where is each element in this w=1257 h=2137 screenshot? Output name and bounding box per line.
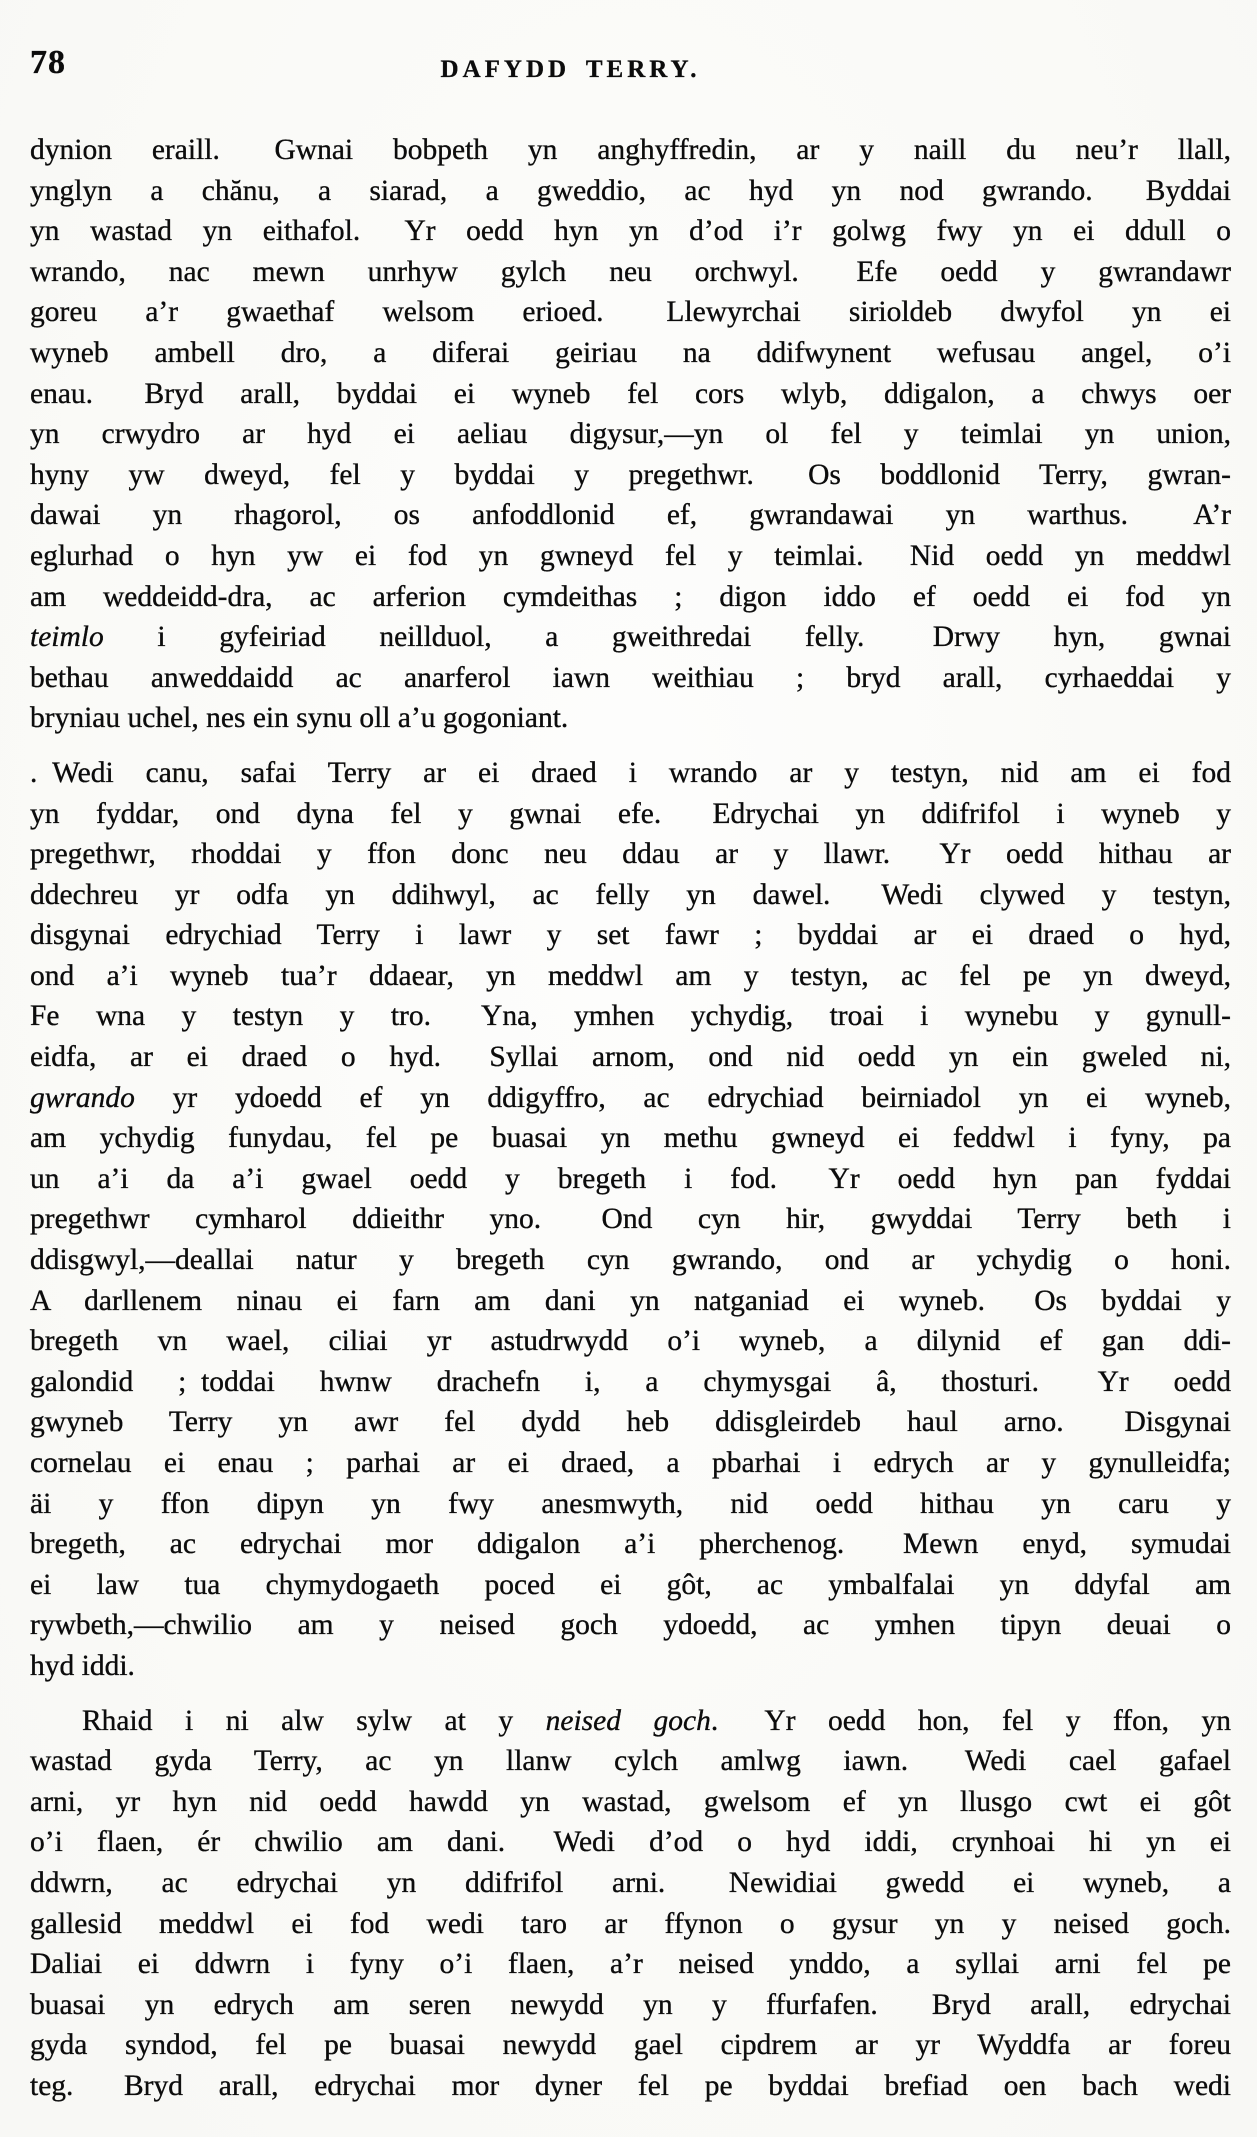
text-segment: buasai yn edrych am seren newydd yn y ffurfafen. Bryd arall, edrychai [30,1988,1231,2021]
text-segment: bethau anweddaidd ac anarferol iawn weithiau ; bryd arall, cyrhaeddai y [30,661,1231,694]
text-line [30,1281,1231,1322]
text-segment: Fe wna y testyn y tro. Yna, ymhen ychydig, troai i wynebu y gynull- [30,1000,1231,1033]
text-line [30,834,1231,875]
text-line [30,753,1231,794]
text-segment: äi y ffon dipyn yn fwy anesmwyth, nid oedd hithau yn caru y [30,1487,1231,1520]
text-segment: . Wedi canu, safai Terry ar ei draed i wrando ar y testyn, nid am ei fod [30,756,1231,789]
text-segment: yn crwydro ar hyd ei aeliau digysur,—yn ol fel y teimlai yn union, [30,418,1231,451]
text-segment: Daliai ei ddwrn i fyny o’i flaen, a’r neised ynddo, a syllai arni fel pe [30,1948,1231,1981]
text-line [30,1822,1231,1863]
text-segment: ddechreu yr odfa yn ddihwyl, ac felly yn dawel. Wedi clywed y testyn, [30,878,1231,911]
text-segment: ond a’i wyneb tua’r ddaear, yn meddwl am y testyn, ac fel pe yn dweyd, [30,959,1231,992]
text-line [30,211,1231,252]
text-segment: cornelau ei enau ; parhai ar ei draed, a pbarhai i edrych ar y gynulleidfa; [30,1447,1231,1479]
text-segment: arni, yr hyn nid oedd hawdd yn wastad, gwelsom ef yn llusgo cwt ei gôt [30,1785,1231,1818]
page-header [0,0,1257,100]
text-segment: hyny yw dweyd, fel y byddai y pregethwr. Os boddlonid Terry, gwran- [30,458,1231,491]
text-segment: ddwrn, ac edrychai yn ddifrifol arni. Newidiai gwedd ei wyneb, a [30,1866,1231,1899]
page-number: 78 [30,44,66,81]
text-segment: rywbeth,—chwilio am y neised goch ydoedd, ac ymhen tipyn deuai o [30,1609,1231,1642]
text-segment: dawai yn rhagorol, os anfoddlonid ef, gwrandawai yn warthus. A’r [30,499,1231,532]
text-line [30,1565,1231,1606]
text-line [30,1904,1231,1945]
text-line [30,2025,1231,2066]
text-segment: ynglyn a chănu, a siarad, a gweddio, ac hyd yn nod gwrando. Byddai [30,174,1231,207]
text-line [30,1321,1231,1362]
text-line [30,1524,1231,1565]
text-line [30,1701,1231,1742]
paragraph [30,753,1231,1687]
text-segment: bregeth, ac edrychai mor ddigalon a’i pherchenog. Mewn enyd, symudai [30,1528,1231,1561]
text-segment: o’i flaen, ér chwilio am dani. Wedi d’od o hyd iddi, crynhoai hi yn ei [30,1826,1231,1859]
text-line [30,1362,1231,1403]
text-segment: bregeth vn wael, ciliai yr astudrwydd o’i wyneb, a dilynid ef gan ddi- [30,1325,1231,1358]
text-line [30,1159,1231,1200]
running-title: DAFYDD TERRY. [440,56,701,83]
italic-text: gwrando [30,1081,135,1114]
italic-text: neised goch [545,1704,711,1737]
text-line [30,1118,1231,1159]
text-segment: un a’i da a’i gwael oedd y bregeth i fod. Yr oedd hyn pan fyddai [30,1162,1231,1195]
text-line [30,915,1231,956]
paragraph [30,1701,1231,2107]
text-segment: gallesid meddwl ei fod wedi taro ar ffynon o gysur yn y neised goch. [30,1907,1231,1940]
text-line [30,171,1231,212]
text-segment: eidfa, ar ei draed o hyd. Syllai arnom, ond nid oedd yn ein gweled ni, [30,1041,1231,1074]
text-segment: bryniau uchel, nes ein synu oll a’u gogoniant. [30,702,569,735]
text-line [30,1944,1231,1985]
text-segment: yr ydoedd ef yn ddigyffro, ac edrychiad beirniadol yn ei wyneb, [134,1081,1231,1114]
text-line [30,1605,1231,1646]
text-line [30,1484,1231,1525]
text-segment: hyd iddi. [30,1649,135,1682]
text-line [30,1402,1231,1443]
text-segment: i gyfeiriad neillduol, a gweithredai felly. Drwy hyn, gwnai [103,621,1231,654]
text-line [30,1240,1231,1281]
text-line [30,130,1231,171]
text-line [30,1078,1231,1119]
text-segment: yn wastad yn eithafol. Yr oedd hyn yn d’od i’r golwg fwy yn ei ddull o [30,215,1231,248]
text-segment: am weddeidd-dra, ac arferion cymdeithas ; digon iddo ef oedd ei fod yn [30,580,1231,613]
text-line [30,996,1231,1037]
text-segment: pregethwr cymharol ddieithr yno. Ond cyn hir, gwyddai Terry beth i [30,1203,1231,1236]
text-segment: ddisgwyl,—deallai natur y bregeth cyn gwrando, ond ar ychydig o honi. [30,1244,1231,1277]
text-line [30,292,1231,333]
text-line [30,1037,1231,1078]
text-line [30,536,1231,577]
text-segment: goreu a’r gwaethaf welsom erioed. Llewyrchai sirioldeb dwyfol yn ei [30,296,1231,329]
text-segment: wyneb ambell dro, a diferai geiriau na ddifwynent wefusau angel, o’i [30,336,1231,369]
text-line [30,1646,1231,1687]
text-line [30,1782,1231,1823]
text-segment: pregethwr, rhoddai y ffon donc neu ddau ar y llawr. Yr oedd hithau ar [30,838,1231,871]
paragraph [30,130,1231,739]
text-line [30,794,1231,835]
text-segment: A darllenem ninau ei farn am dani yn natganiad ei wyneb. Os byddai y [30,1284,1231,1317]
text-line [30,1741,1231,1782]
text-line [30,698,1231,739]
text-line [30,1443,1231,1484]
text-line [30,495,1231,536]
text-segment: disgynai edrychiad Terry i lawr y set fawr ; byddai ar ei draed o hyd, [30,919,1231,952]
text-line [30,617,1231,658]
text-line [30,658,1231,699]
text-segment: enau. Bryd arall, byddai ei wyneb fel cors wlyb, ddigalon, a chwys oer [30,377,1231,410]
text-line [30,414,1231,455]
text-line [30,1863,1231,1904]
text-line [30,252,1231,293]
text-segment: galondid ; toddai hwnw drachefn i, a chymysgai â, thosturi. Yr oedd [30,1365,1231,1398]
text-segment: gwyneb Terry yn awr fel dydd heb ddisgleirdeb haul arno. Disgynai [30,1406,1231,1439]
text-line [30,374,1231,415]
text-segment: am ychydig funydau, fel pe buasai yn methu gwneyd ei feddwl i fyny, pa [30,1122,1231,1155]
text-line [30,577,1231,618]
text-segment: ei law tua chymydogaeth poced ei gôt, ac ymbalfalai yn ddyfal am [30,1568,1231,1601]
text-segment: yn fyddar, ond dyna fel y gwnai efe. Edrychai yn ddifrifol i wyneb y [30,797,1231,830]
text-line [30,956,1231,997]
page-body [0,100,1257,2107]
text-segment: wrando, nac mewn unrhyw gylch neu orchwyl. Efe oedd y gwrandawr [30,255,1231,288]
text-line [30,1985,1231,2026]
text-line [30,455,1231,496]
italic-text: teimlo [30,621,104,654]
text-line [30,2066,1231,2107]
text-segment: eglurhad o hyn yw ei fod yn gwneyd fel y teimlai. Nid oedd yn meddwl [30,539,1231,572]
text-segment: Rhaid i ni alw sylw at y [82,1704,546,1737]
text-segment: . Yr oedd hon, fel y ffon, yn [710,1704,1231,1737]
text-line [30,1199,1231,1240]
text-segment: dynion eraill. Gwnai bobpeth yn anghyffredin, ar y naill du neu’r llall, [30,134,1231,166]
text-line [30,875,1231,916]
text-segment: teg. Bryd arall, edrychai mor dyner fel pe byddai brefiad oen bach wedi [30,2069,1231,2102]
text-segment: wastad gyda Terry, ac yn llanw cylch amlwg iawn. Wedi cael gafael [30,1745,1231,1778]
text-line [30,333,1231,374]
text-segment: gyda syndod, fel pe buasai newydd gael cipdrem ar yr Wyddfa ar foreu [30,2029,1231,2062]
